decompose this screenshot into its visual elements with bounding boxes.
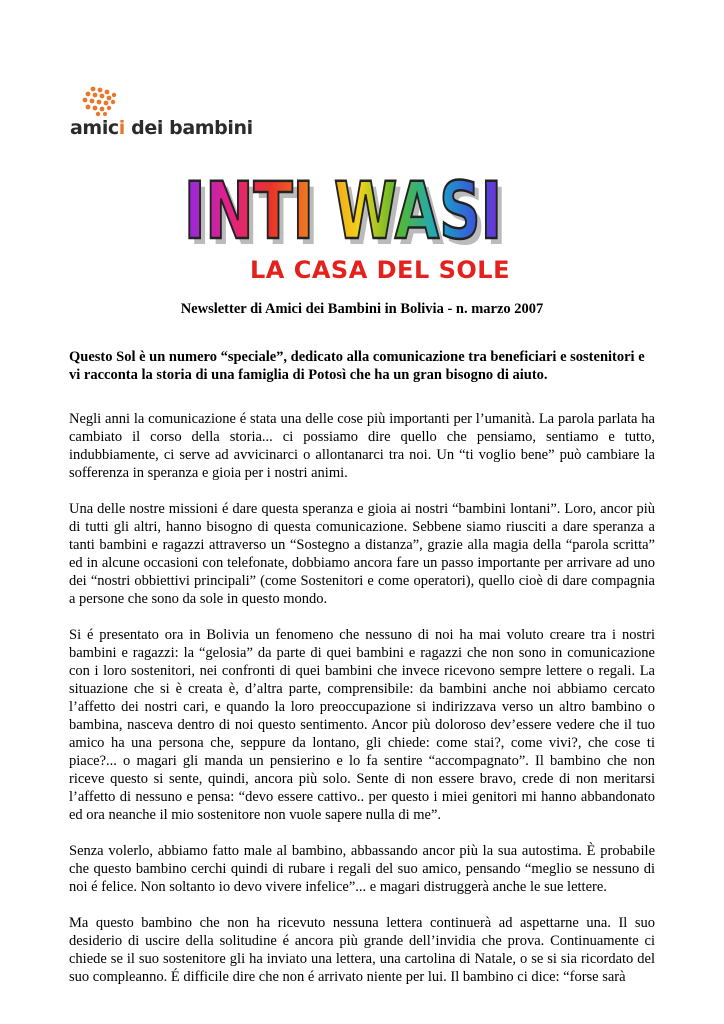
organization-logo: [66, 86, 253, 142]
inti-wasi-wordmark: [176, 163, 516, 258]
logo-text-part1: amic: [70, 117, 119, 139]
logo-text-part2: dei bambini: [124, 117, 253, 139]
newsletter-subtitle: Newsletter di Amici dei Bambini in Bolivia - n. marzo 2007: [180, 301, 544, 317]
paragraph: Negli anni la comunicazione é stata una delle cose più importanti per l’umanità. La parola parlata ha cambiato il corso della storia... ci possiamo dire quello che pensiamo, sentiamo e tutto, indubbiamente, ci serve ad avvicinarci o allontanarci tra noi. Un “ti voglio bene” può cambiare la sofferenza in speranza e gioia per i nostri animi.: [69, 411, 655, 481]
logo-wordmark: [70, 117, 253, 139]
paragraph: Una delle nostre missioni é dare questa speranza e gioia ai nostri “bambini lontani”. Loro, ancor più di tutti gli altri, hanno bisogno di questa comunicazione. Sebbene siamo riusciti a dare speranza a tanti bambini e ragazzi attraverso un “Sostegno a distanza”, grazie alla magia della “parola scritta” ed in alcune occasioni con telefonate, dobbiamo ancora fare un passo importante per arrivare ad uno dei “nostri obbiettivi principali” (come Sostenitori e come operatori), quello cioè di dare compagnia a persone che sono da sole in questo mondo.: [69, 501, 655, 607]
masthead-tagline: LA CASA DEL SOLE: [250, 256, 510, 284]
paragraph: Senza volerlo, abbiamo fatto male al bambino, abbassando ancor più la sua autostima. È probabile che questo bambino cerchi quindi di rubare i regali del suo amico, pensando “meglio se nessuno di noi é felice. Non soltanto io devo vivere infelice”... e magari distruggerà anche le sue lettere.: [69, 843, 655, 895]
paragraph: Si é presentato ora in Bolivia un fenomeno che nessuno di noi ha mai voluto creare tra i nostri bambini e ragazzi: la “gelosia” da parte di quei bambini e ragazzi che non sono in comunicazione con i loro sostenitori, nei confronti di quei bambini che invece ricevono sempre lettere o regali. La situazione che si è creata è, d’altra parte, comprensibile: da bambini anche noi abbiamo cercato l’affetto dei nostri cari, e quando la loro preoccupazione si indirizzava verso un altro bambino o bambina, nasceva dentro di noi questo sentimento. Ancor più doloroso dev’essere vedere che il tuo amico ha una persona che, seppure da lontano, gli chiede: come stai?, come vivi?, che cose ti piace?... o magari gli manda un pensierino e lo fa sentire “accompagnato”. Il bambino che non riceve questo si sente, quindi, ancora più solo. Sente di non essere bravo, crede di non meritarsi l’affetto di nessuno e pensa: “devo essere cattivo.. per questo i miei genitori mi hanno abbandonato ed ora neanche il mio sostenitore non vuole sapere nulla di me”.: [69, 627, 655, 823]
logo-text-dot: i: [118, 117, 125, 139]
paragraph: Ma questo bambino che non ha ricevuto nessuna lettera continuerà ad aspettarne una. Il suo desiderio di uscire della solitudine é ancora più grande dell’invidia che prova. Continuamente ci chiede se il suo sostenitore gli ha inviato una lettera, una cartolina di Natale, o se si sia ricordato del suo compleanno. É difficile dire che non é arrivato niente per lui. Il bambino ci dice: “forse sarà: [69, 915, 655, 985]
sun-dots-icon: [66, 86, 136, 120]
article-body: [69, 410, 655, 1004]
title-shadow: INTI WASI: [189, 173, 507, 258]
title-text: INTI WASI: [184, 167, 502, 257]
intro-paragraph: Questo Sol è un numero “speciale”, dedicato alla comunicazione tra beneficiari e sostenitori e vi racconta la storia di una famiglia di Potosì che ha un gran bisogno di aiuto.: [69, 349, 645, 383]
